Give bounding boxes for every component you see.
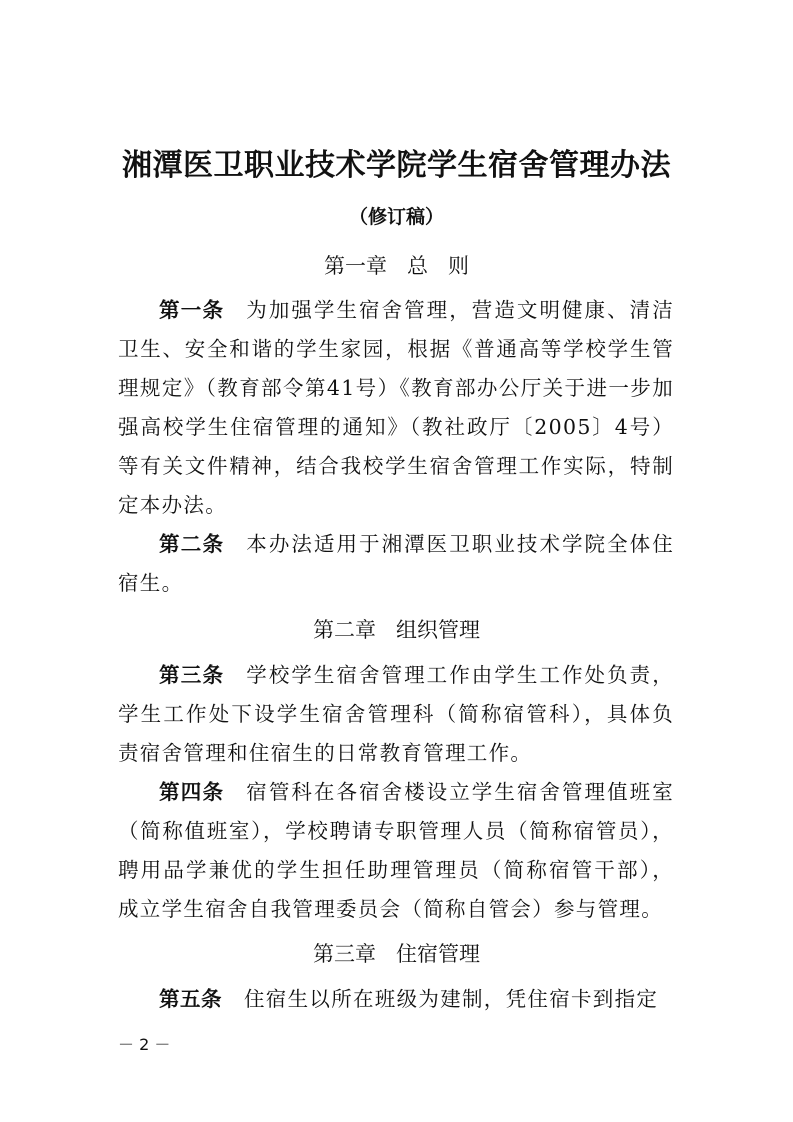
chapter-heading-2: 第二章 组织管理 <box>312 618 481 642</box>
article-label: 第三条 <box>159 663 225 687</box>
article-1 <box>118 291 674 525</box>
article-label: 第四条 <box>159 780 225 804</box>
article-5 <box>118 980 674 1019</box>
document-subtitle: （修订稿） <box>348 206 444 228</box>
article-text: 宿管科在各宿舍楼设立学生宿舍管理值班室（简称值班室），学校聘请专职管理人员（简称宿管员），聘用品学兼优的学生担任助理管理员（简称宿管干部），成立学生宿舍自我管理委员会（简称自管会）参与管理。 <box>118 780 675 921</box>
article-3 <box>118 656 674 773</box>
chapter-heading-1: 第一章 总 则 <box>323 254 470 278</box>
article-text: 本办法适用于湘潭医卫职业技术学院全体住宿生。 <box>118 532 675 595</box>
chapter-heading-3: 第三章 住宿管理 <box>312 942 481 966</box>
article-4 <box>118 773 674 929</box>
article-text: 住宿生以所在班级为建制，凭住宿卡到指定 <box>244 987 659 1011</box>
article-2 <box>118 525 674 603</box>
document-title: 湘潭医卫职业技术学院学生宿舍管理办法 <box>122 148 671 183</box>
article-label: 第一条 <box>159 298 225 322</box>
article-label: 第五条 <box>159 987 222 1011</box>
page-number: － 2 － <box>118 1035 171 1054</box>
article-label: 第二条 <box>159 532 225 556</box>
article-text: 为加强学生宿舍管理，营造文明健康、清洁卫生、安全和谐的学生家园，根据《普通高等学校学生管理规定》（教育部令第41号）《教育部办公厅关于进一步加强高校学生住宿管理的通知》（教社政厅〔2005〕4号）等有关文件精神，结合我校学生宿舍管理工作实际，特制定本办法。 <box>118 298 675 517</box>
article-text: 学校学生宿舍管理工作由学生工作处负责，学生工作处下设学生宿舍管理科（简称宿管科），具体负责宿舍管理和住宿生的日常教育管理工作。 <box>118 663 675 765</box>
